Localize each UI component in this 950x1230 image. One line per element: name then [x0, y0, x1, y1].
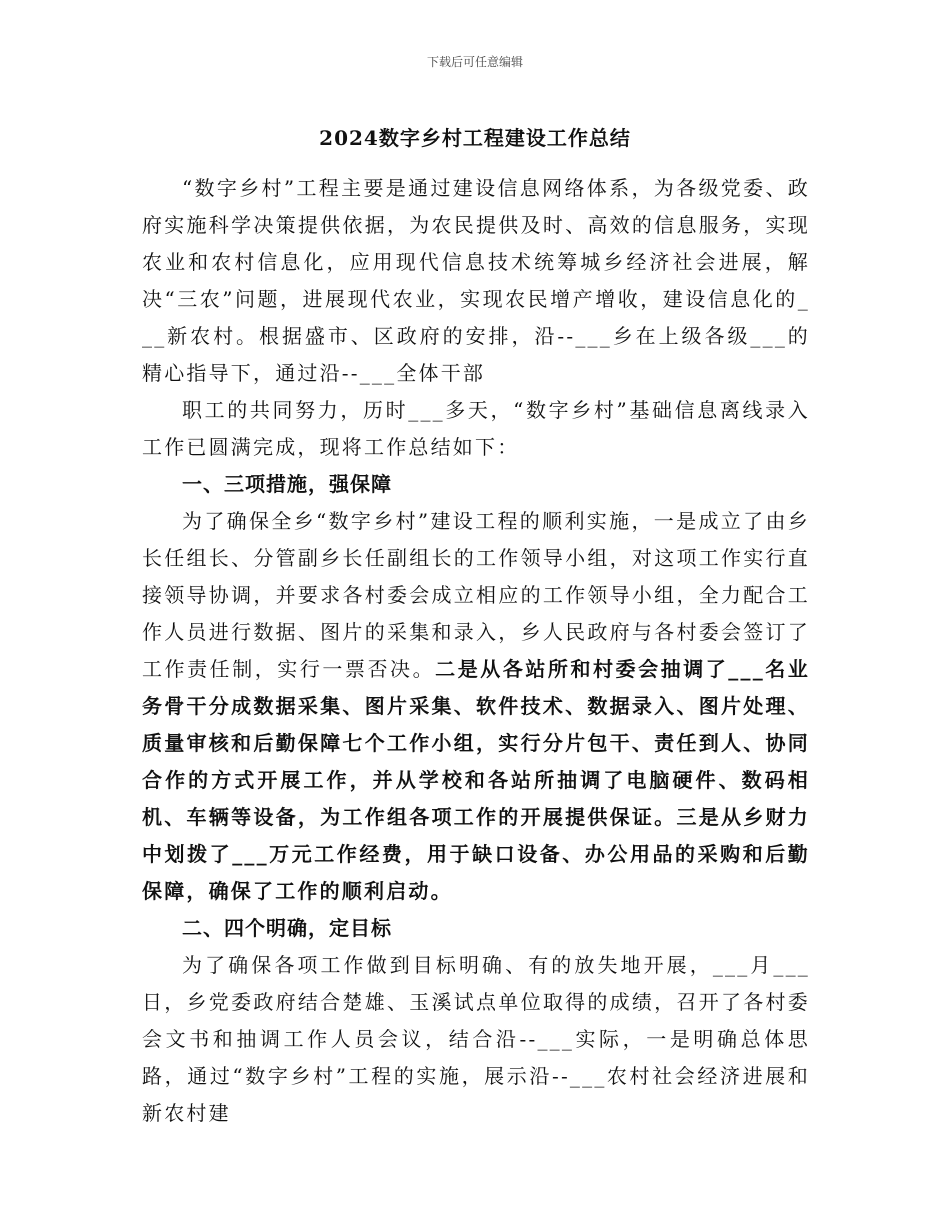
section-heading-1: 一、三项措施，强保障 [182, 472, 392, 496]
paragraph-intro: “数字乡村”工程主要是通过建设信息网络体系，为各级党委、政府实施科学决策提供依据，为农民提供及时、高效的信息服务，实现农业和农村信息化，应用现代信息技术统筹城乡经济社会进展，解决“三农”问题，进展现代农业，实现农民增产增收，建设信息化的___新农村。根据盛市、区政府的安排，沿--___乡在上级各级___的精心指导下，通过沿--___全体干部 [142, 176, 810, 385]
section-heading-2: 二、四个明确，定目标 [182, 916, 392, 940]
paragraph-measures [142, 503, 810, 910]
paragraph-summary-lead: 职工的共同努力，历时___多天，“数字乡村”基础信息离线录入工作已圆满完成，现将工作总结如下： [142, 398, 810, 459]
document-title: 2024数字乡村工程建设工作总结 [319, 126, 631, 150]
paragraph-goals: 为了确保各项工作做到目标明确、有的放失地开展，___月___日，乡党委政府结合楚雄、玉溪试点单位取得的成绩，召开了各村委会文书和抽调工作人员会议，结合沿--___实际，一是明确总体思路，通过“数字乡村”工程的实施，展示沿--___农村社会经济进展和新农村建 [142, 953, 810, 1125]
paragraph-measures-normal: 为了确保全乡“数字乡村”建设工程的顺利实施，一是成立了由乡长任组长、分管副乡长任副组长的工作领导小组，对这项工作实行直接领导协调，并要求各村委会成立相应的工作领导小组，全力配合工作人员进行数据、图片的采集和录入，乡人民政府与各村委会签订了工作责任制，实行一票否决。 [142, 509, 810, 681]
document-body [142, 170, 810, 1132]
paragraph-measures-bold: 二是从各站所和村委会抽调了___名业务骨干分成数据采集、图片采集、软件技术、数据录入、图片处理、质量审核和后勤保障七个工作小组，实行分片包干、责任到人、协同合作的方式开展工作，并从学校和各站所抽调了电脑硬件、数码相机、车辆等设备，为工作组各项工作的开展提供保证。三是从乡财力中划拨了___万元工作经费，用于缺口设备、办公用品的采购和后勤保障，确保了工作的顺利启动。 [142, 657, 810, 903]
header-note: 下载后可任意编辑 [426, 55, 523, 69]
